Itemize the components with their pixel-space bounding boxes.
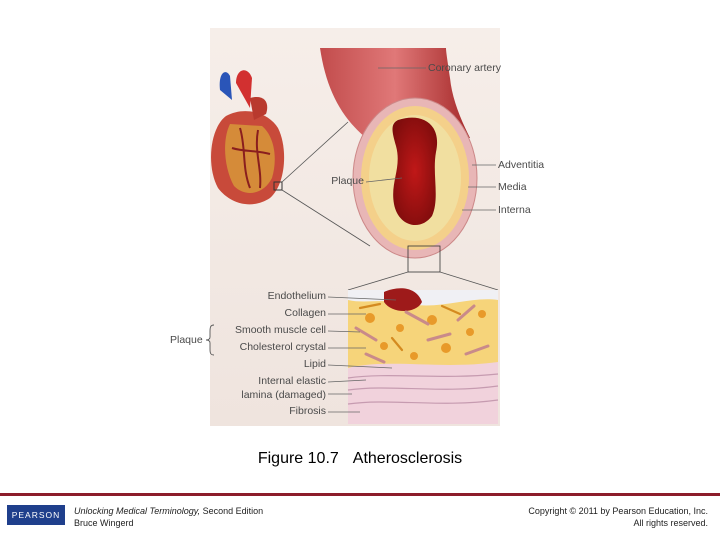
- label-adventitia: Adventitia: [498, 159, 545, 171]
- label-coronary-artery: Coronary artery: [428, 62, 501, 74]
- book-author: Bruce Wingerd: [74, 518, 134, 528]
- figure-title: Atherosclerosis: [352, 450, 463, 467]
- label-collagen: Collagen: [284, 307, 326, 319]
- tissue-closeup-drawing: [348, 288, 498, 424]
- book-title: Unlocking Medical Terminology,: [74, 506, 201, 516]
- label-interna: Interna: [498, 204, 531, 216]
- label-plaque-bracket: Plaque: [170, 334, 203, 346]
- label-plaque-lesion: Plaque: [331, 175, 364, 187]
- label-endothelium: Endothelium: [267, 290, 326, 302]
- atherosclerosis-illustration: [170, 28, 545, 426]
- label-fibrosis: Fibrosis: [289, 405, 326, 417]
- label-cholesterol-crystal: Cholesterol crystal: [239, 341, 326, 353]
- figure-caption: [0, 450, 720, 468]
- label-smooth-muscle-cell: Smooth muscle cell: [234, 324, 326, 336]
- label-internal-elastic-line2: lamina (damaged): [241, 389, 326, 401]
- copyright-text: Copyright © 2011 by Pearson Education, Inc.: [528, 506, 708, 516]
- book-edition: Second Edition: [202, 506, 264, 516]
- pearson-logo: [7, 505, 65, 525]
- label-lipid: Lipid: [303, 358, 326, 370]
- rights-text: All rights reserved.: [633, 518, 708, 528]
- figure-number: Figure 10.7: [257, 450, 339, 467]
- footer-copyright: [528, 505, 708, 529]
- label-internal-elastic-line1: Internal elastic: [258, 375, 326, 387]
- label-media: Media: [498, 181, 527, 193]
- pearson-logo-text: PEARSON: [11, 510, 61, 520]
- footer-book-info: [74, 505, 263, 529]
- footer-divider: [0, 493, 720, 496]
